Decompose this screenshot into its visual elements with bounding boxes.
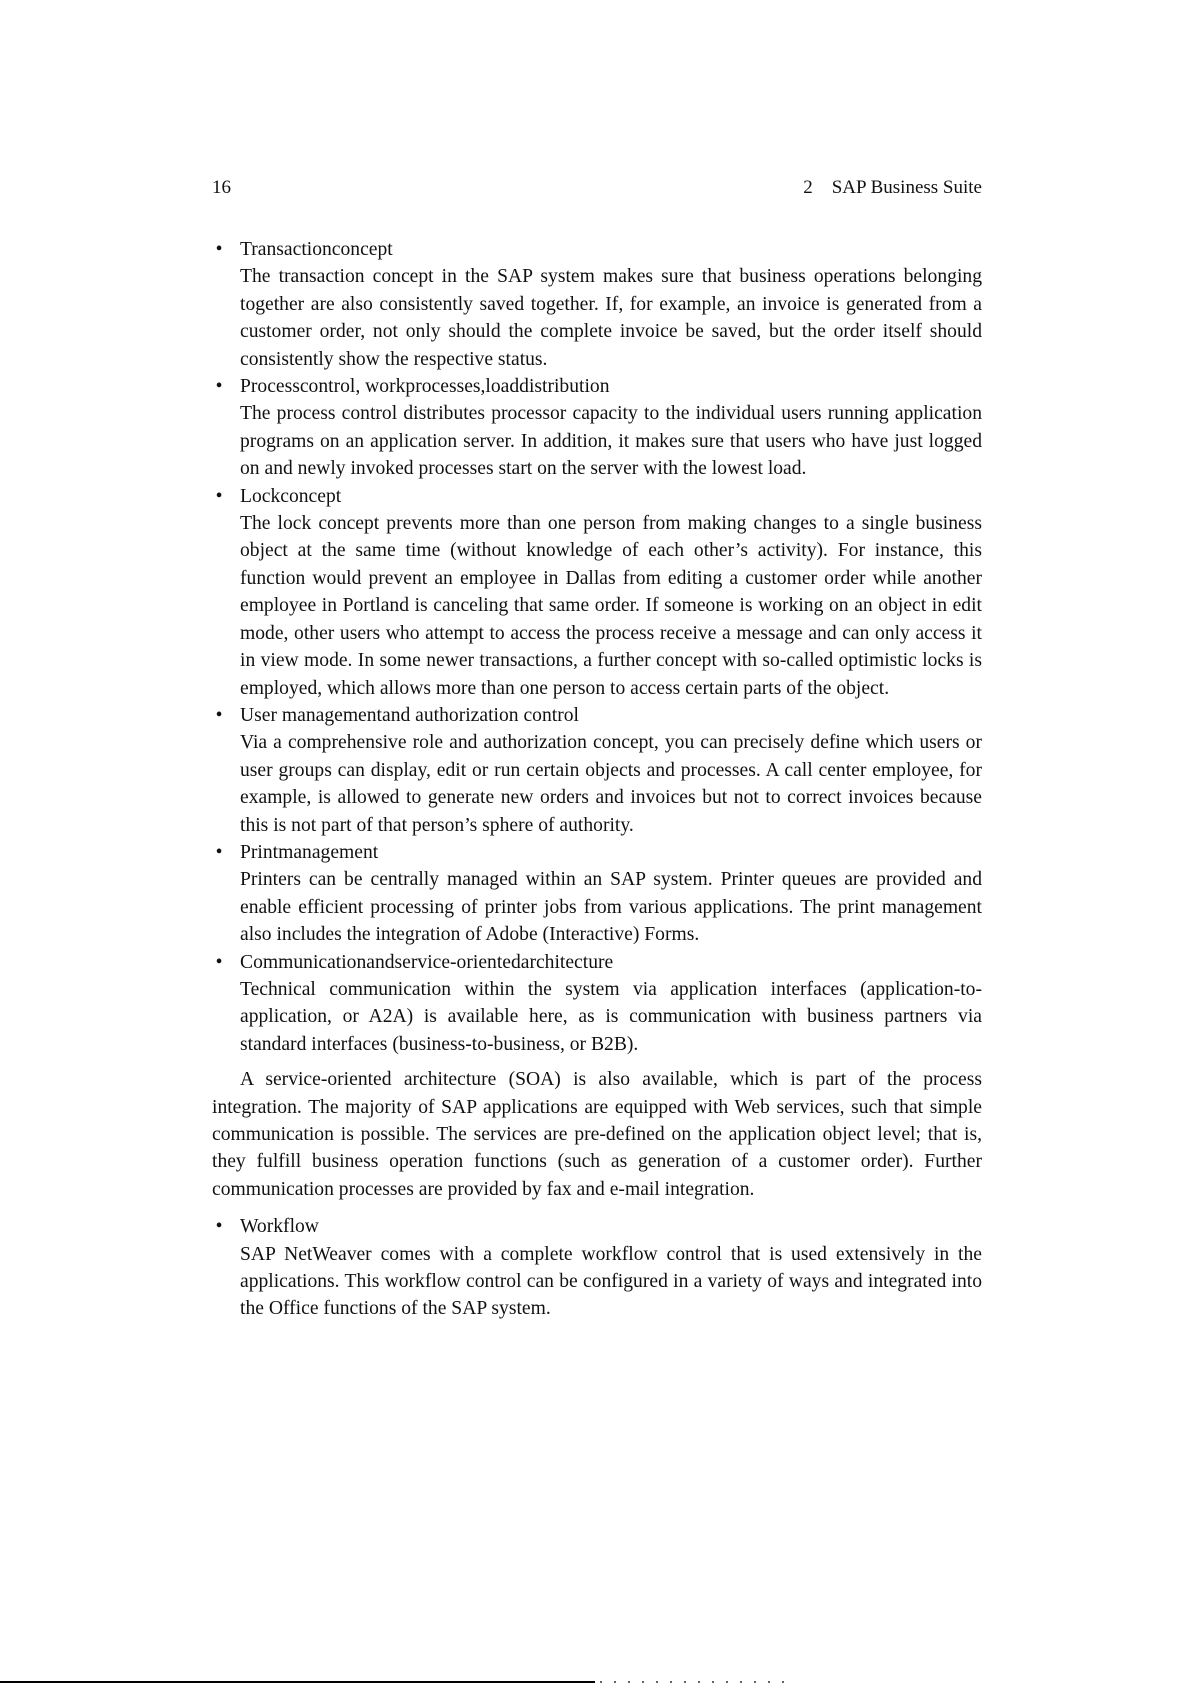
list-item-workflow [212,1213,982,1323]
page-body [212,236,982,1323]
item-title: Transactionconcept [240,239,393,260]
bullet-icon: • [215,704,223,726]
page-header [212,176,982,200]
item-title: Lockconcept [240,485,342,507]
item-body: Via a comprehensive role and authorization concept, you can precisely define which users or user groups can display, edit or run certain objects and processes. A call center employee, for example, is allowed to generate new orders and invoices but not to correct invoices because this is not part of that person’s sphere of authority. [240,732,982,836]
running-head: 2 SAP Business Suite [803,177,982,198]
list-item-lock-concept [212,483,982,702]
scan-artifact [600,1681,790,1683]
item-body: The transaction concept in the SAP system makes sure that business operations belonging together are also consistently saved together. If, for example, an invoice is generated from a customer order, not only should the complete invoice be saved, but the order itself should consistently show the respective status. [240,266,982,370]
bullet-icon: • [215,1216,223,1238]
item-body: The process control distributes processor capacity to the individual users running application programs on an application server. In addition, it makes sure that users who have just logged on and newly invoked processes start on the server with the lowest load. [240,403,982,480]
item-body: Technical communication within the system via application interfaces (application-to-application, or A2A) is available here, as is communication with business partners via standard interfaces (business-to-business, or B2B). [240,978,982,1055]
item-title: Printmanagement [240,841,379,863]
bullet-icon: • [215,376,223,398]
page-number: 16 [212,177,231,198]
feature-list [212,236,982,1058]
feature-list-2 [212,1213,982,1323]
list-item-transaction-concept [212,236,982,373]
item-body: SAP NetWeaver comes with a complete workflow control that is used extensively in the applications. This workflow control can be configured in a variety of ways and integrated into the Office functions of the SAP system. [240,1243,982,1320]
item-title: Processcontrol, workprocesses,loaddistribution [240,376,610,398]
bullet-icon: • [215,841,223,863]
item-title: Workflow [240,1216,319,1238]
bullet-icon: • [215,239,223,260]
item-body: Printers can be centrally managed within an SAP system. Printer queues are provided and enable efficient processing of printer jobs from various applications. The print management also includes the integration of Adobe (Interactive) Forms. [240,869,982,946]
item-body: The lock concept prevents more than one person from making changes to a single business object at the same time (without knowledge of each other’s activity). For instance, this function would prevent an employee in Dallas from editing a customer order while another employee in Portland is canceling that same order. If someone is working on an object in edit mode, other users who attempt to access the process receive a message and can only access it in view mode. In some newer transactions, a further concept with so-called optimistic locks is employed, which allows more than one person to access certain parts of the object. [240,513,982,699]
item-title: User managementand authorization control [240,704,579,726]
list-item-communication-soa [212,949,982,1059]
soa-paragraph: A service-oriented architecture (SOA) is also available, which is part of the process integration. The majority of SAP applications are equipped with Web services, such that simple communication is possible. The services are pre-defined on the application object level; that is, they fulfill business operation functions (such as generation of a customer order). Further communication processes are provided by fax and e-mail integration. [212,1069,982,1200]
item-title: Communicationandservice-orientedarchitecture [240,951,614,973]
bullet-icon: • [215,485,223,507]
bullet-icon: • [215,951,223,973]
list-item-user-management [212,702,982,839]
list-item-process-control [212,373,982,483]
list-item-print-management [212,839,982,949]
bottom-rule [0,1681,595,1683]
